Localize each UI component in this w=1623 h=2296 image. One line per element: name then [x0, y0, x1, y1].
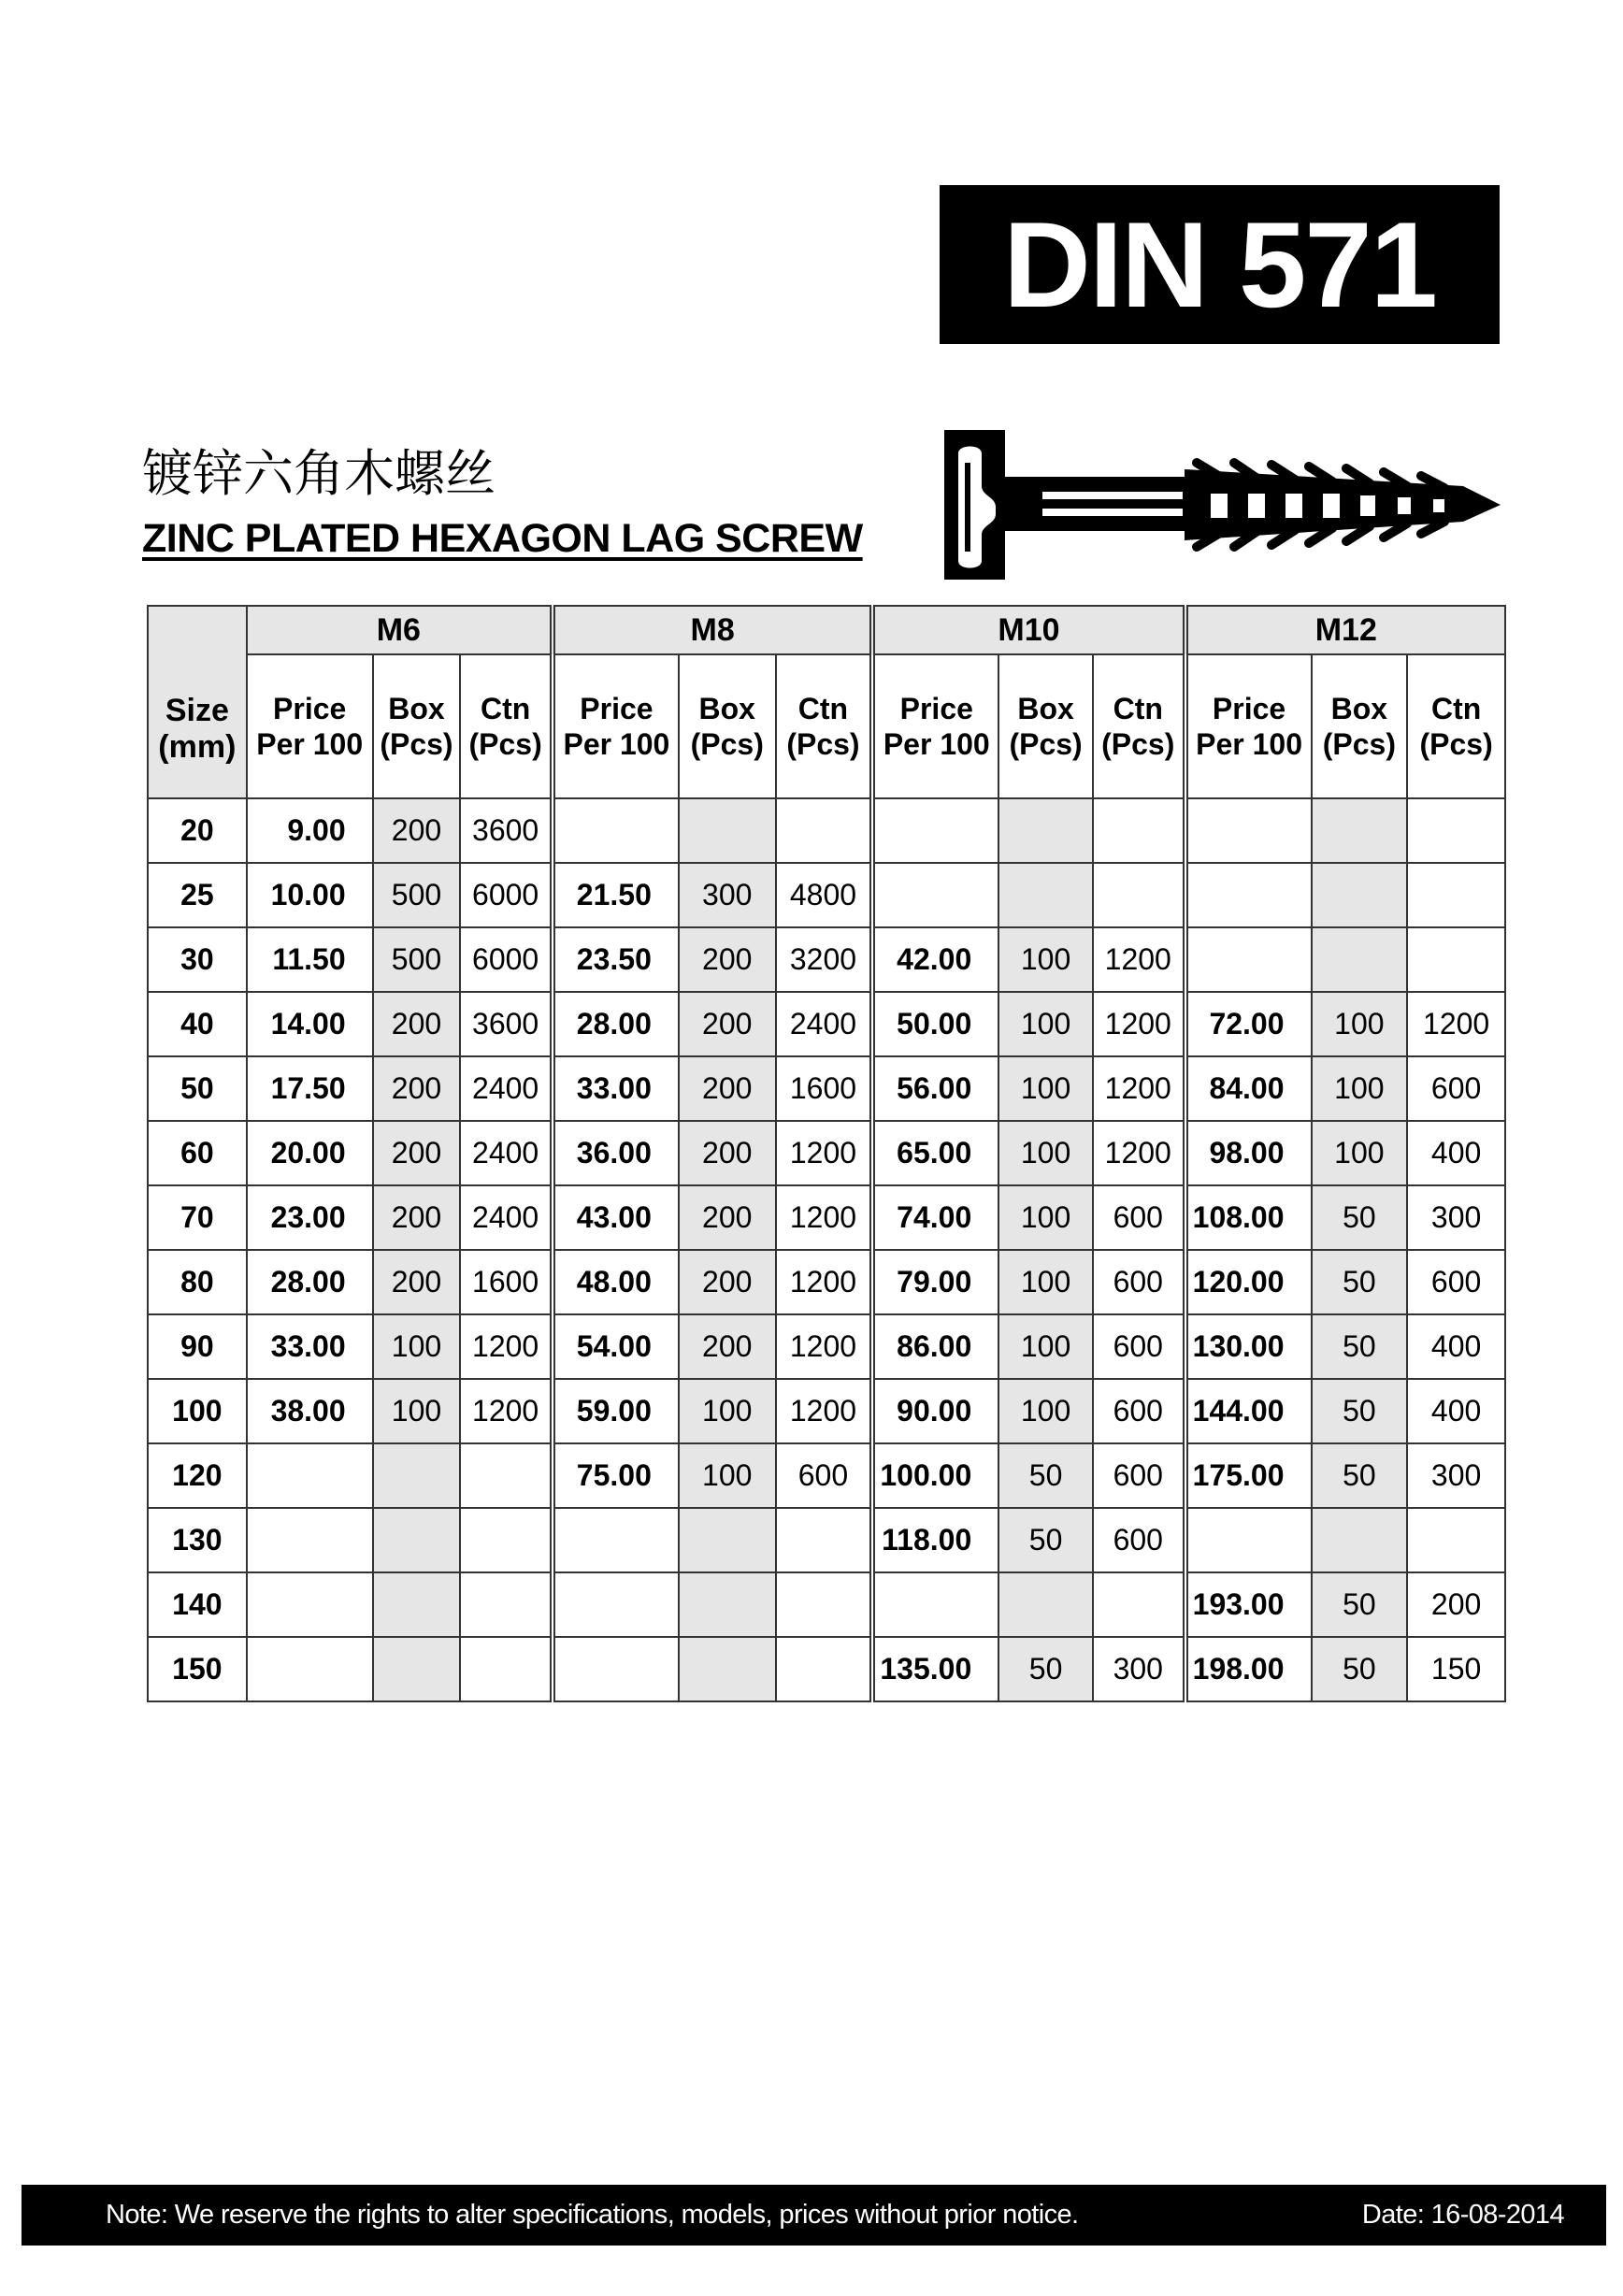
subheader-m12-box: Box (Pcs): [1312, 654, 1408, 798]
m6-box-cell: 200: [373, 1056, 461, 1121]
subheader-m8-box: Box (Pcs): [679, 654, 776, 798]
size-cell: 120: [148, 1443, 247, 1508]
m12-ctn-cell: 200: [1407, 1572, 1505, 1637]
m6-box-cell: 200: [373, 1121, 461, 1185]
m6-box-cell: [373, 1443, 461, 1508]
m12-ctn-cell: 400: [1407, 1314, 1505, 1379]
m10-box-cell: [998, 1572, 1093, 1637]
footer-date: Date: 16-08-2014: [1361, 2200, 1564, 2230]
m12-box-cell: [1312, 863, 1408, 927]
m8-ctn-cell: [776, 1508, 873, 1572]
m10-price-cell: [872, 1572, 998, 1637]
m10-box-cell: 100: [998, 1314, 1093, 1379]
m8-box-cell: 200: [679, 1250, 776, 1314]
m10-ctn-cell: [1093, 798, 1185, 863]
m8-ctn-cell: [776, 798, 873, 863]
m8-ctn-cell: 1200: [776, 1314, 873, 1379]
m10-box-cell: 100: [998, 927, 1093, 992]
m12-price-cell: 144.00: [1185, 1379, 1312, 1443]
table-row: [148, 992, 1505, 1056]
subheader-m12-price: Price Per 100: [1185, 654, 1312, 798]
group-header-m6: M6: [247, 606, 553, 654]
m8-box-cell: 200: [679, 1185, 776, 1250]
m8-box-cell: [679, 798, 776, 863]
table-row: [148, 1250, 1505, 1314]
subheader-m10-box: Box (Pcs): [998, 654, 1093, 798]
m6-ctn-cell: 3600: [460, 992, 553, 1056]
m6-box-cell: 500: [373, 927, 461, 992]
subheader-m8-price: Price Per 100: [553, 654, 679, 798]
m8-box-cell: [679, 1637, 776, 1701]
m8-box-cell: [679, 1572, 776, 1637]
m10-price-cell: 90.00: [872, 1379, 998, 1443]
m6-ctn-cell: [460, 1508, 553, 1572]
m12-ctn-cell: 300: [1407, 1185, 1505, 1250]
m12-box-cell: [1312, 927, 1408, 992]
m8-price-cell: 23.50: [553, 927, 679, 992]
subheader-m6-box: Box (Pcs): [373, 654, 461, 798]
m8-ctn-cell: 1600: [776, 1056, 873, 1121]
m12-price-cell: [1185, 863, 1312, 927]
m12-price-cell: [1185, 927, 1312, 992]
subheader-m8-ctn: Ctn (Pcs): [776, 654, 873, 798]
size-cell: 30: [148, 927, 247, 992]
m8-price-cell: 75.00: [553, 1443, 679, 1508]
m6-ctn-cell: 1200: [460, 1314, 553, 1379]
group-header-m12: M12: [1185, 606, 1505, 654]
m10-ctn-cell: 1200: [1093, 1121, 1185, 1185]
m6-price-cell: 14.00: [247, 992, 373, 1056]
size-cell: 90: [148, 1314, 247, 1379]
m8-price-cell: 48.00: [553, 1250, 679, 1314]
m6-box-cell: 200: [373, 1185, 461, 1250]
m10-price-cell: 50.00: [872, 992, 998, 1056]
m8-price-cell: 36.00: [553, 1121, 679, 1185]
m6-ctn-cell: 2400: [460, 1056, 553, 1121]
hex-lag-screw-icon: [940, 421, 1510, 589]
footer-bar: [22, 2185, 1606, 2246]
subheader-m10-price: Price Per 100: [872, 654, 998, 798]
m6-price-cell: 38.00: [247, 1379, 373, 1443]
m10-ctn-cell: 600: [1093, 1508, 1185, 1572]
m10-price-cell: 118.00: [872, 1508, 998, 1572]
m12-ctn-cell: [1407, 927, 1505, 992]
m12-ctn-cell: 1200: [1407, 992, 1505, 1056]
m8-box-cell: 200: [679, 1314, 776, 1379]
m6-ctn-cell: [460, 1637, 553, 1701]
m10-ctn-cell: 600: [1093, 1314, 1185, 1379]
m6-price-cell: [247, 1443, 373, 1508]
size-cell: 20: [148, 798, 247, 863]
size-cell: 40: [148, 992, 247, 1056]
m6-box-cell: 100: [373, 1379, 461, 1443]
product-title-chinese: 镀锌六角木螺丝: [142, 444, 496, 503]
size-cell: 140: [148, 1572, 247, 1637]
m8-price-cell: [553, 798, 679, 863]
m6-box-cell: 500: [373, 863, 461, 927]
m8-price-cell: 54.00: [553, 1314, 679, 1379]
m12-price-cell: 130.00: [1185, 1314, 1312, 1379]
price-table: [147, 605, 1506, 1702]
m10-price-cell: [872, 798, 998, 863]
m10-price-cell: [872, 863, 998, 927]
m6-box-cell: [373, 1572, 461, 1637]
table-row: [148, 1379, 1505, 1443]
m6-ctn-cell: 3600: [460, 798, 553, 863]
m12-ctn-cell: 300: [1407, 1443, 1505, 1508]
m6-box-cell: 200: [373, 798, 461, 863]
size-cell: 50: [148, 1056, 247, 1121]
m12-ctn-cell: [1407, 798, 1505, 863]
m12-box-cell: 50: [1312, 1185, 1408, 1250]
m6-ctn-cell: 2400: [460, 1185, 553, 1250]
table-row: [148, 1637, 1505, 1701]
m10-ctn-cell: 600: [1093, 1250, 1185, 1314]
m12-box-cell: 50: [1312, 1314, 1408, 1379]
m6-box-cell: [373, 1508, 461, 1572]
m12-price-cell: 108.00: [1185, 1185, 1312, 1250]
m12-box-cell: 50: [1312, 1572, 1408, 1637]
m6-box-cell: 100: [373, 1314, 461, 1379]
m8-price-cell: [553, 1572, 679, 1637]
m10-ctn-cell: 1200: [1093, 1056, 1185, 1121]
m8-ctn-cell: 2400: [776, 992, 873, 1056]
standard-title: DIN 571: [940, 185, 1500, 344]
m6-price-cell: [247, 1508, 373, 1572]
m8-ctn-cell: 3200: [776, 927, 873, 992]
m10-ctn-cell: 600: [1093, 1443, 1185, 1508]
m12-ctn-cell: 400: [1407, 1379, 1505, 1443]
m10-price-cell: 135.00: [872, 1637, 998, 1701]
m8-ctn-cell: 1200: [776, 1250, 873, 1314]
m6-box-cell: [373, 1637, 461, 1701]
subheader-m6-ctn: Ctn (Pcs): [460, 654, 553, 798]
m8-box-cell: 200: [679, 992, 776, 1056]
m12-price-cell: 198.00: [1185, 1637, 1312, 1701]
m8-ctn-cell: [776, 1637, 873, 1701]
m8-price-cell: 43.00: [553, 1185, 679, 1250]
m10-price-cell: 56.00: [872, 1056, 998, 1121]
size-cell: 25: [148, 863, 247, 927]
m12-price-cell: 193.00: [1185, 1572, 1312, 1637]
group-header-m10: M10: [872, 606, 1185, 654]
m8-price-cell: [553, 1637, 679, 1701]
m8-ctn-cell: 600: [776, 1443, 873, 1508]
product-title-english: ZINC PLATED HEXAGON LAG SCREW: [142, 516, 863, 561]
m12-box-cell: 100: [1312, 992, 1408, 1056]
table-row: [148, 1121, 1505, 1185]
m12-price-cell: [1185, 1508, 1312, 1572]
m10-box-cell: 50: [998, 1443, 1093, 1508]
m8-ctn-cell: 1200: [776, 1121, 873, 1185]
size-cell: 100: [148, 1379, 247, 1443]
m8-box-cell: 100: [679, 1443, 776, 1508]
m12-ctn-cell: 600: [1407, 1056, 1505, 1121]
m12-box-cell: 50: [1312, 1637, 1408, 1701]
m6-price-cell: 11.50: [247, 927, 373, 992]
table-row: [148, 1056, 1505, 1121]
m10-box-cell: 100: [998, 1056, 1093, 1121]
m12-price-cell: [1185, 798, 1312, 863]
m12-ctn-cell: 400: [1407, 1121, 1505, 1185]
m10-ctn-cell: 600: [1093, 1379, 1185, 1443]
m12-box-cell: 50: [1312, 1379, 1408, 1443]
m10-box-cell: 100: [998, 1379, 1093, 1443]
m6-price-cell: 9.00: [247, 798, 373, 863]
size-cell: 150: [148, 1637, 247, 1701]
m12-price-cell: 98.00: [1185, 1121, 1312, 1185]
m12-box-cell: 50: [1312, 1443, 1408, 1508]
table-row: [148, 1185, 1505, 1250]
m6-price-cell: 10.00: [247, 863, 373, 927]
m10-box-cell: [998, 798, 1093, 863]
m10-price-cell: 42.00: [872, 927, 998, 992]
m10-box-cell: 100: [998, 1250, 1093, 1314]
m12-price-cell: 72.00: [1185, 992, 1312, 1056]
size-header: Size (mm): [148, 606, 247, 798]
m10-box-cell: 100: [998, 1121, 1093, 1185]
subheader-m12-ctn: Ctn (Pcs): [1407, 654, 1505, 798]
m6-price-cell: 20.00: [247, 1121, 373, 1185]
m12-price-cell: 175.00: [1185, 1443, 1312, 1508]
m8-price-cell: 59.00: [553, 1379, 679, 1443]
size-cell: 80: [148, 1250, 247, 1314]
m6-price-cell: 33.00: [247, 1314, 373, 1379]
m10-ctn-cell: 300: [1093, 1637, 1185, 1701]
m12-ctn-cell: 600: [1407, 1250, 1505, 1314]
m6-box-cell: 200: [373, 1250, 461, 1314]
m12-box-cell: [1312, 798, 1408, 863]
group-header-m8: M8: [553, 606, 872, 654]
table-row: [148, 1508, 1505, 1572]
m6-box-cell: 200: [373, 992, 461, 1056]
m12-box-cell: 100: [1312, 1056, 1408, 1121]
m8-price-cell: 28.00: [553, 992, 679, 1056]
m10-price-cell: 79.00: [872, 1250, 998, 1314]
m6-price-cell: 28.00: [247, 1250, 373, 1314]
m10-ctn-cell: [1093, 1572, 1185, 1637]
table-row: [148, 1572, 1505, 1637]
m10-price-cell: 100.00: [872, 1443, 998, 1508]
m6-ctn-cell: 1200: [460, 1379, 553, 1443]
m12-ctn-cell: [1407, 863, 1505, 927]
m8-price-cell: 21.50: [553, 863, 679, 927]
m8-box-cell: [679, 1508, 776, 1572]
table-row: [148, 1314, 1505, 1379]
m8-box-cell: 200: [679, 927, 776, 992]
subheader-m6-price: Price Per 100: [247, 654, 373, 798]
m6-ctn-cell: 6000: [460, 863, 553, 927]
m12-box-cell: 100: [1312, 1121, 1408, 1185]
table-row: [148, 927, 1505, 992]
m8-ctn-cell: 4800: [776, 863, 873, 927]
subheader-m10-ctn: Ctn (Pcs): [1093, 654, 1185, 798]
m6-price-cell: [247, 1572, 373, 1637]
m8-box-cell: 300: [679, 863, 776, 927]
m8-box-cell: 100: [679, 1379, 776, 1443]
size-cell: 70: [148, 1185, 247, 1250]
m10-box-cell: 50: [998, 1508, 1093, 1572]
m6-price-cell: 23.00: [247, 1185, 373, 1250]
m12-box-cell: [1312, 1508, 1408, 1572]
m10-ctn-cell: 1200: [1093, 992, 1185, 1056]
m12-price-cell: 84.00: [1185, 1056, 1312, 1121]
m10-price-cell: 65.00: [872, 1121, 998, 1185]
m8-ctn-cell: 1200: [776, 1379, 873, 1443]
size-cell: 130: [148, 1508, 247, 1572]
m12-ctn-cell: [1407, 1508, 1505, 1572]
m10-ctn-cell: 1200: [1093, 927, 1185, 992]
m10-ctn-cell: 600: [1093, 1185, 1185, 1250]
table-row: [148, 798, 1505, 863]
m6-ctn-cell: 2400: [460, 1121, 553, 1185]
m8-ctn-cell: 1200: [776, 1185, 873, 1250]
m6-price-cell: [247, 1637, 373, 1701]
m10-box-cell: 50: [998, 1637, 1093, 1701]
m6-price-cell: 17.50: [247, 1056, 373, 1121]
m10-box-cell: 100: [998, 1185, 1093, 1250]
m10-box-cell: [998, 863, 1093, 927]
footer-note: Note: We reserve the rights to alter specifications, models, prices without prior notice.: [106, 2200, 1079, 2230]
table-row: [148, 863, 1505, 927]
m8-box-cell: 200: [679, 1121, 776, 1185]
m10-ctn-cell: [1093, 863, 1185, 927]
m10-price-cell: 86.00: [872, 1314, 998, 1379]
m8-box-cell: 200: [679, 1056, 776, 1121]
m8-price-cell: [553, 1508, 679, 1572]
m6-ctn-cell: [460, 1572, 553, 1637]
table-row: [148, 1443, 1505, 1508]
m12-ctn-cell: 150: [1407, 1637, 1505, 1701]
m12-box-cell: 50: [1312, 1250, 1408, 1314]
m10-box-cell: 100: [998, 992, 1093, 1056]
size-cell: 60: [148, 1121, 247, 1185]
m12-price-cell: 120.00: [1185, 1250, 1312, 1314]
m8-ctn-cell: [776, 1572, 873, 1637]
m6-ctn-cell: 1600: [460, 1250, 553, 1314]
m6-ctn-cell: [460, 1443, 553, 1508]
m8-price-cell: 33.00: [553, 1056, 679, 1121]
m10-price-cell: 74.00: [872, 1185, 998, 1250]
m6-ctn-cell: 6000: [460, 927, 553, 992]
